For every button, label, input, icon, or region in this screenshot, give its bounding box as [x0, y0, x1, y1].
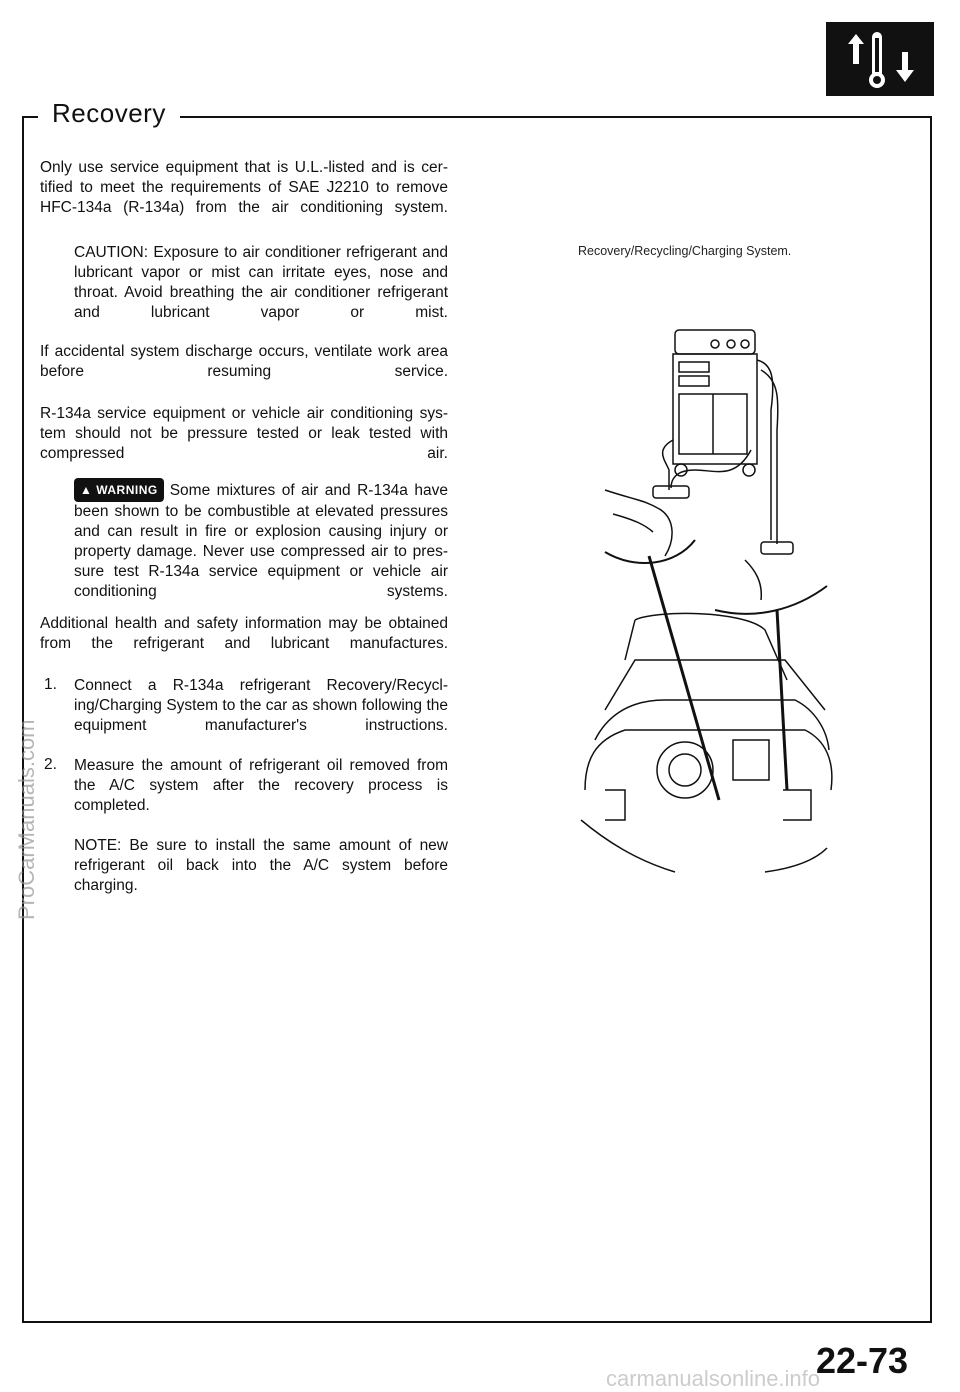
footer-watermark: carmanualsonline.info — [606, 1366, 821, 1391]
watermark: ProCarManuals.com — [14, 719, 39, 920]
step-1-text: Connect a R-134a refrigerant Recovery/Recycl- ing/Charging System to the car as shown following the equipment manufacturer's instructions. — [74, 677, 448, 734]
frame-bottom-border — [22, 1321, 932, 1323]
warning-paragraph — [74, 478, 448, 602]
page-number: 22-73 — [816, 1340, 909, 1381]
note-paragraph: NOTE: Be sure to install the same amount of new refrigerant oil back into the A/C system before charging. — [74, 837, 448, 894]
caution-paragraph: CAUTION: Exposure to air conditioner refrigerant and lubricant vapor or mist can irritate eyes, nose and throat. Avoid breathing the air conditioner refrigerant and lubricant vapor or mist. — [74, 244, 448, 321]
warning-label: WARNING — [96, 483, 158, 497]
section-title: Recovery — [38, 98, 180, 129]
warning-text: Some mixtures of air and R-134a have been shown to be combustible at elevated pressures and can result in fire or explosion causing injury or property damage. Never use compressed air to pres- sure test R-134a service equipment or vehicle air conditioning systems. — [74, 482, 448, 600]
warning-badge: ▲ WARNING — [74, 478, 164, 502]
health-paragraph: Additional health and safety information may be obtained from the refrigerant and lubricant manufactures. — [40, 615, 448, 652]
pressure-test-paragraph: R-134a service equipment or vehicle air conditioning sys- tem should not be pressure tested or leak tested with compressed air. — [40, 405, 448, 462]
intro-paragraph: Only use service equipment that is U.L.-listed and is cer- tified to meet the requirements of SAE J2210 to remove HFC-134a (R-134a) from the air conditioning system. — [40, 159, 448, 216]
step-2-text: Measure the amount of refrigerant oil removed from the A/C system after the recovery process is completed. — [74, 757, 448, 814]
frame-right-border — [930, 116, 932, 1323]
step-1-number: 1. — [44, 676, 57, 693]
recovery-system-figure — [565, 320, 845, 890]
step-2-number: 2. — [44, 756, 57, 773]
discharge-paragraph: If accidental system discharge occurs, ventilate work area before resuming service. — [40, 343, 448, 380]
ac-refrigerant-icon — [826, 22, 934, 96]
figure-caption: Recovery/Recycling/Charging System. — [578, 244, 792, 258]
